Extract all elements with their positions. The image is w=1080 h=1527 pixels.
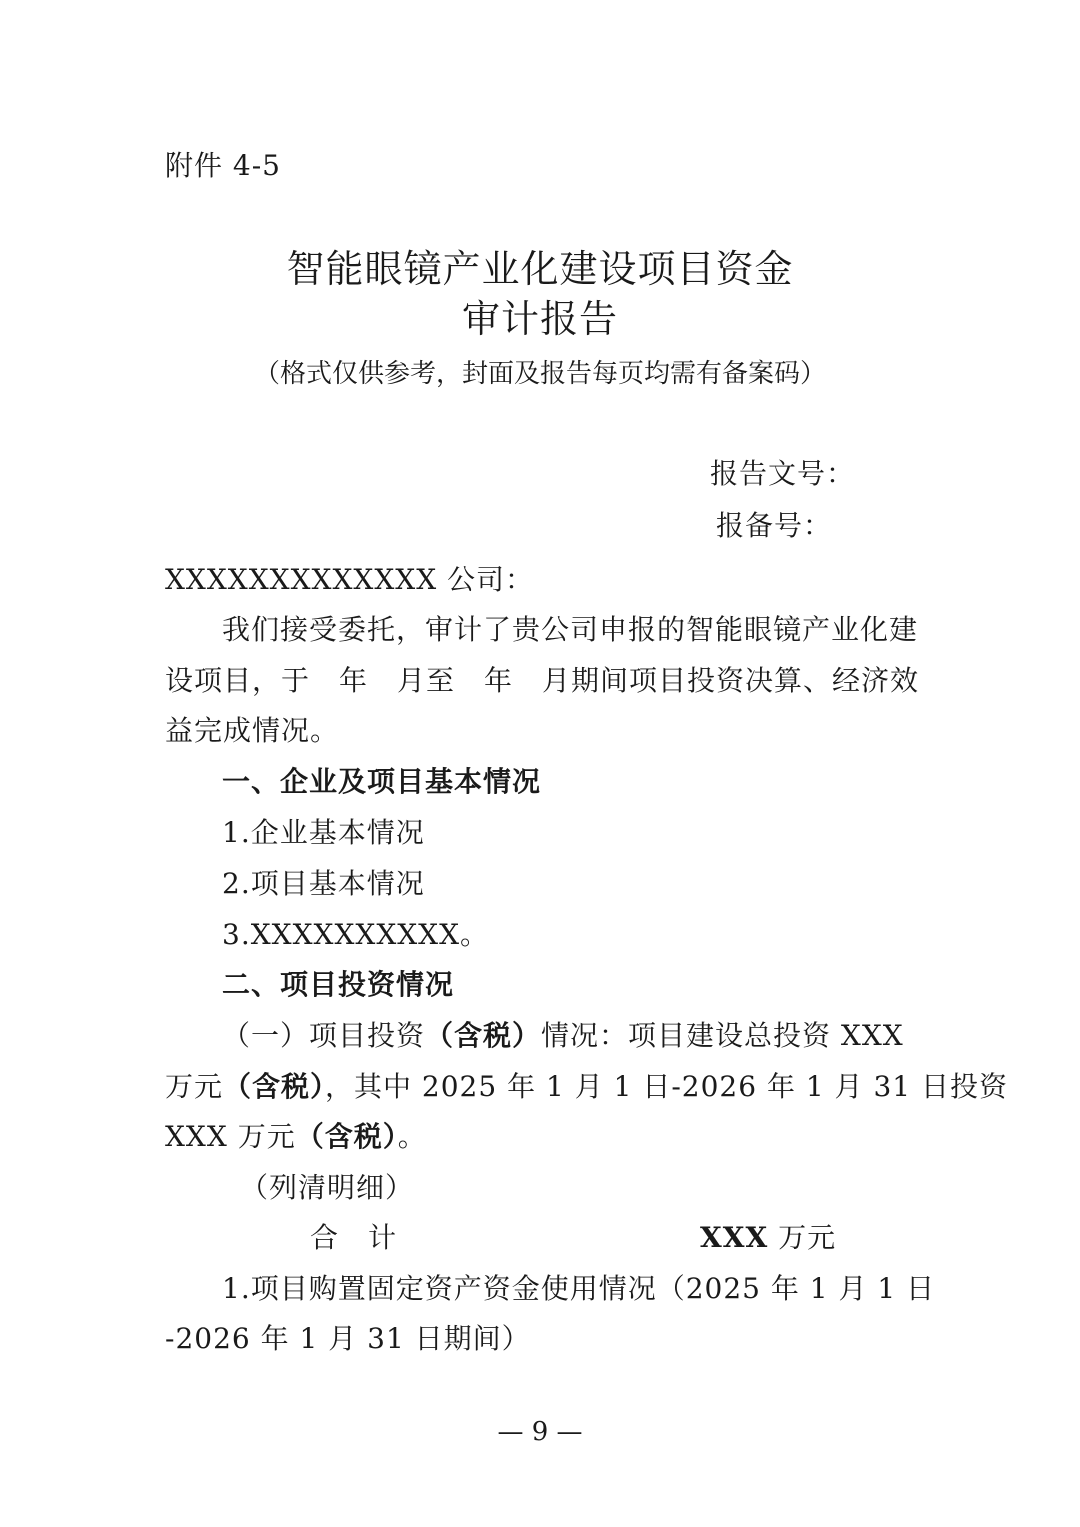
- para-text: 。: [397, 1120, 427, 1153]
- detail-note: （列清明细）: [240, 1171, 415, 1204]
- attachment-label: 附件 4-5: [165, 149, 281, 182]
- intro-line-3: 益完成情况。: [165, 714, 340, 747]
- section2-para-line-2: [165, 1069, 1008, 1105]
- addressee: XXXXXXXXXXXXX 公司：: [165, 563, 535, 596]
- document-title-line1: 智能眼镜产业化建设项目资金: [286, 247, 794, 291]
- section2-item-1-line-1: 1.项目购置固定资产资金使用情况（2025 年 1 月 1 日: [222, 1272, 936, 1305]
- para-text: （一）项目投资: [222, 1019, 426, 1052]
- section2-item-1-line-2: -2026 年 1 月 31 日期间）: [165, 1322, 531, 1355]
- intro-line-2: 设项目，于 年 月至 年 月期间项目投资决算、经济效: [165, 664, 920, 697]
- section1-item-1: 1.企业基本情况: [222, 816, 425, 849]
- format-note: （格式仅供参考，封面及报告每页均需有备案码）: [253, 359, 826, 389]
- document-title-line2: 审计报告: [461, 297, 618, 341]
- total-amount: XXX: [700, 1221, 769, 1254]
- total-label: 合 计: [310, 1221, 398, 1254]
- para-text: ，其中 2025 年 1 月 1 日-2026 年 1 月 31 日投资: [325, 1070, 1008, 1103]
- tax-inclusive-note: （含税）: [425, 1019, 542, 1052]
- tax-inclusive-note: （含税）: [295, 1120, 398, 1153]
- intro-line-1: 我们接受委托，审计了贵公司申报的智能眼镜产业化建: [222, 613, 919, 646]
- total-value: [700, 1220, 836, 1256]
- total-unit: 万元: [768, 1221, 837, 1254]
- filing-no-label: 报备号：: [716, 509, 833, 542]
- tax-inclusive-note: （含税）: [223, 1070, 326, 1103]
- section1-item-2: 2.项目基本情况: [222, 867, 425, 900]
- para-text: XXX 万元: [165, 1120, 296, 1153]
- para-text: 情况：项目建设总投资 XXX: [541, 1019, 904, 1052]
- section1-heading: 一、企业及项目基本情况: [222, 765, 542, 798]
- para-text: 万元: [165, 1070, 224, 1103]
- section2-heading: 二、项目投资情况: [222, 968, 455, 1001]
- section2-para-line-1: [222, 1018, 904, 1054]
- section1-item-3: 3.XXXXXXXXXX。: [222, 918, 490, 951]
- section2-para-line-3: [165, 1119, 427, 1155]
- report-doc-no-label: 报告文号：: [710, 457, 856, 490]
- page-number: — 9 —: [497, 1417, 583, 1447]
